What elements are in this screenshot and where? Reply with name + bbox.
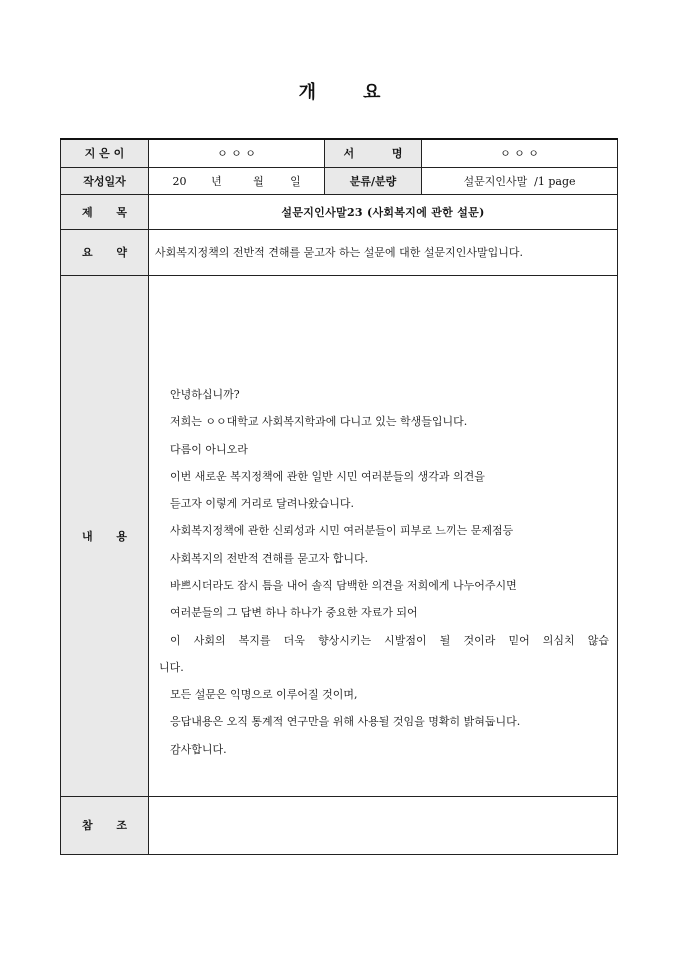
page-title-left: 개: [298, 82, 317, 103]
author-row: [61, 139, 618, 167]
date-row: [61, 167, 618, 194]
content-row: [61, 275, 618, 796]
content-line: 여러분들의 그 답변 하나 하나가 중요한 자료가 되어: [170, 606, 418, 620]
content-line: 저희는 ㅇㅇ대학교 사회복지학과에 다니고 있는 학생들입니다.: [170, 415, 468, 429]
content-line: 사회복지정책에 관한 신뢰성과 시민 여러분들이 피부로 느끼는 문제점등: [170, 524, 514, 538]
date-label: 작성일자: [61, 167, 149, 194]
date-year: 20: [172, 174, 187, 188]
content-line: 다름이 아니오라: [170, 442, 248, 456]
content-line: 감사합니다.: [170, 742, 227, 756]
date-day-unit: 일: [290, 174, 301, 188]
sign-value: ㅇ ㅇ ㅇ: [422, 139, 618, 167]
content-line: 듣고자 이렇게 거리로 달려나왔습니다.: [170, 497, 355, 511]
title-row: [61, 194, 618, 229]
summary-text: 사회복지정책의 전반적 견해를 묻고자 하는 설문에 대한 설문지인사말입니다.: [149, 229, 618, 275]
content-line: 바쁘시더라도 잠시 틈을 내어 솔직 담백한 의견을 저희에게 나누어주시면: [170, 579, 517, 592]
content-lines: [149, 308, 617, 763]
content-label: 내 용: [61, 275, 149, 796]
reference-row: [61, 796, 618, 854]
summary-label: 요 약: [61, 229, 149, 275]
summary-form-table: [60, 138, 618, 855]
content-line: 이 사회의 복지를 더욱 향상시키는 시발점이 될 것이라 믿어 의심치 않습: [170, 633, 609, 647]
content-line: 모든 설문은 익명으로 이루어질 것이며,: [170, 688, 358, 702]
page-title-right: 요: [363, 82, 382, 103]
reference-value: [149, 796, 618, 854]
category-label: 분류/분량: [325, 167, 422, 194]
category-value: 설문지인사말 /1 page: [422, 167, 618, 194]
author-label: 지 은 이: [61, 139, 149, 167]
content-body: [149, 275, 618, 796]
date-value: [149, 167, 325, 194]
content-line: 이번 새로운 복지정책에 관한 일반 시민 여러분들의 생각과 의견을: [170, 469, 485, 483]
date-month-unit: 월: [253, 174, 264, 188]
document-title: 설문지인사말23 (사회복지에 관한 설문): [149, 194, 618, 229]
author-value: ㅇ ㅇ ㅇ: [149, 139, 325, 167]
content-line: 응답내용은 오직 통계적 연구만을 위해 사용될 것임을 명확히 밝혀둡니다.: [170, 715, 521, 729]
date-year-unit: 년: [211, 174, 222, 188]
summary-row: [61, 229, 618, 275]
content-line: 사회복지의 전반적 견해를 묻고자 합니다.: [170, 551, 369, 565]
page-title: [0, 78, 680, 104]
reference-label: 참 조: [61, 796, 149, 854]
content-line: 안녕하십니까?: [170, 387, 240, 401]
sign-label: 서 명: [325, 139, 422, 167]
content-line: 니다.: [159, 660, 184, 674]
title-label: 제 목: [61, 194, 149, 229]
